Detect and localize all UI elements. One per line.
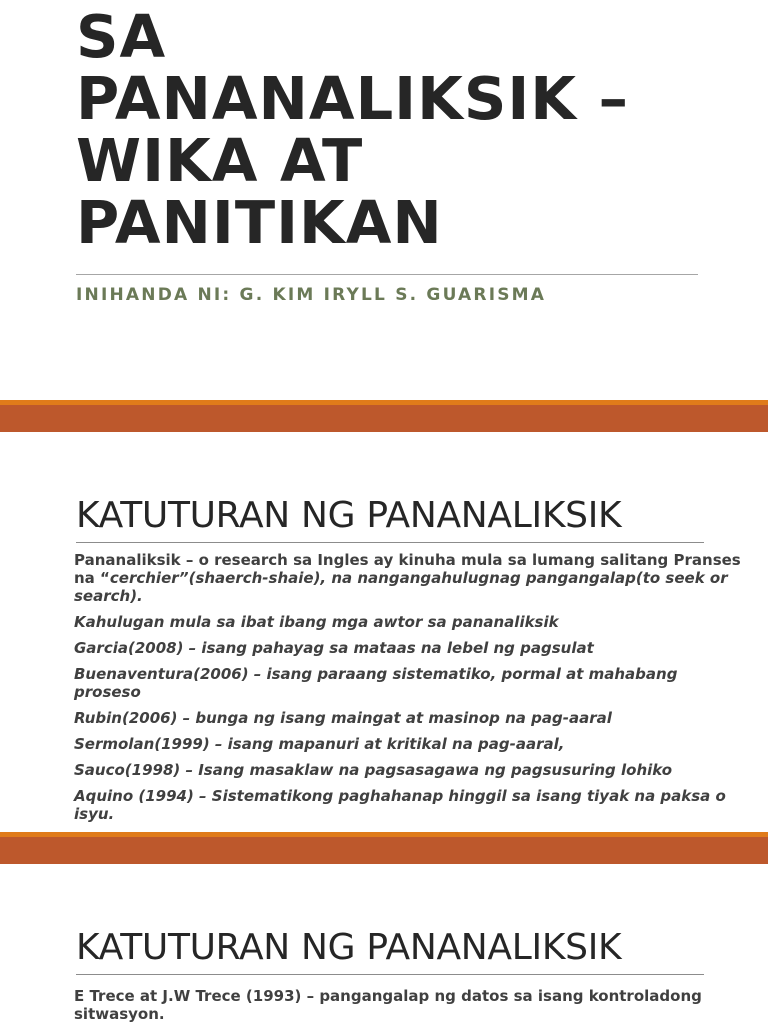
heading-underline (76, 542, 704, 543)
title-slide (0, 0, 768, 400)
separator-accent (0, 832, 768, 837)
slide-heading: KATUTURAN NG PANANALIKSIK (76, 495, 622, 536)
title-line: PANITIKAN (76, 188, 443, 257)
definition-slide (0, 432, 768, 832)
title-line: SA (76, 2, 167, 71)
list-item: Sauco(1998) – Isang masaklaw na pagsasagawa ng pagsusuring lohiko (74, 761, 673, 779)
slide-heading: KATUTURAN NG PANANALIKSIK (76, 927, 622, 968)
separator-accent (0, 400, 768, 405)
definition-list (74, 987, 744, 1024)
title-divider-line (76, 274, 698, 275)
slide-separator (0, 832, 768, 864)
intro-text-end: ”(shaerch-shaie), na nangangahulugnag pangangalap(to seek or search). (74, 569, 728, 605)
list-item: Rubin(2006) – bunga ng isang maingat at masinop na pag-aaral (74, 709, 612, 727)
list-item: Aquino (1994) – Sistematikong paghahanap hinggil sa isang tiyak na paksa o isyu. (74, 787, 726, 823)
intro-term: cerchier (109, 569, 179, 587)
list-item: Sermolan(1999) – isang mapanuri at kritikal na pag-aaral, (74, 735, 565, 753)
definition-list (74, 551, 744, 831)
list-item: Kahulugan mula sa ibat ibang mga awtor sa pananaliksik (74, 613, 559, 631)
heading-underline (76, 974, 704, 975)
slide-separator (0, 400, 768, 432)
intro-text: Pananaliksik – o research sa Ingles ay kinuha mula sa lumang salitang Pranses na “ (74, 551, 741, 587)
list-item: Buenaventura(2006) – isang paraang sistematiko, pormal at mahabang proseso (74, 665, 678, 701)
list-item: Garcia(2008) – isang pahayag sa mataas na lebel ng pagsulat (74, 639, 594, 657)
definition-slide-continued (0, 864, 768, 1024)
list-item: E Trece at J.W Trece (1993) – pangangalap ng datos sa isang kontroladong sitwasyon. (74, 987, 702, 1023)
title-line: PANANALIKSIK – (76, 64, 630, 133)
intro-paragraph (74, 551, 744, 605)
title-line: WIKA AT (76, 126, 364, 195)
slide-subtitle: INIHANDA NI: G. KIM IRYLL S. GUARISMA (76, 285, 547, 305)
slide-title (76, 2, 756, 257)
